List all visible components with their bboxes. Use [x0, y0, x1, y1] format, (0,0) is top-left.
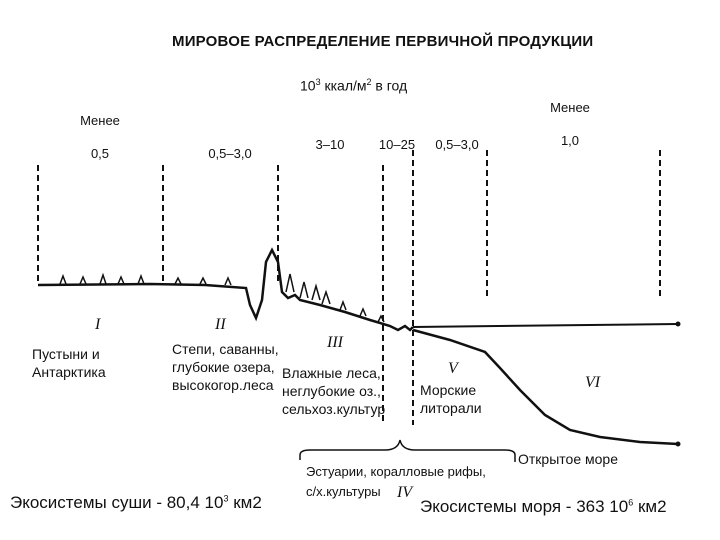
unit-exp2: 2 [366, 77, 372, 87]
region-4-description: Эстуарии, коралловые рифы, с/х.культуры [306, 464, 486, 499]
region-1-numeral: I [95, 316, 101, 333]
region-5-description: Морские литорали [420, 382, 482, 416]
region-2-description: Степи, саванны, глубокие озера, высокогор.леса [172, 341, 279, 393]
unit-base: 10 [300, 77, 316, 94]
zone-6-value: 1,0 [560, 133, 580, 148]
sea-summary-text: Экосистемы моря - 363 10 [420, 497, 629, 516]
region-2-numeral: II [215, 316, 226, 333]
sea-summary-exp: 6 [628, 497, 634, 508]
land-summary-text: Экосистемы суши - 80,4 10 [10, 493, 224, 512]
unit-tail: в год [371, 77, 408, 94]
zone-2-label: 0,5–3,0 [208, 146, 252, 161]
land-summary-unit: км2 [228, 493, 262, 512]
sea-surface-end [676, 322, 681, 327]
region-3-description: Влажные леса, неглубокие оз., сельхоз.культур [282, 365, 386, 417]
zone-3-label: 3–10 [315, 137, 345, 152]
zone-6-top: Менее [550, 100, 590, 115]
sea-floor-end [676, 442, 681, 447]
region-3-numeral: III [327, 334, 343, 351]
vegetation-marks [60, 274, 384, 322]
zone-1-value: 0,5 [90, 146, 110, 161]
zone-1-top: Менее [80, 113, 120, 128]
region-4-numeral: IV [397, 484, 413, 501]
land-ecosystems-summary [10, 493, 262, 513]
land-summary-exp: 3 [223, 493, 229, 504]
estuary-brace [300, 440, 515, 462]
unit-exp: 3 [315, 77, 321, 87]
region-6-description: Открытое море [518, 451, 618, 467]
zone-4-label: 10–25 [378, 137, 416, 152]
sea-surface-line [413, 324, 678, 327]
sea-ecosystems-summary [420, 497, 667, 517]
region-6-numeral: VI [585, 374, 601, 391]
zone-5-label: 0,5–3,0 [435, 137, 479, 152]
region-5-numeral: V [448, 360, 458, 377]
region-1-description: Пустыни и Антарктика [32, 346, 106, 380]
sea-summary-unit: км2 [633, 497, 667, 516]
diagram-title: МИРОВОЕ РАСПРЕДЕЛЕНИЕ ПЕРВИЧНОЙ ПРОДУКЦИИ [172, 33, 594, 50]
unit-mid: ккал/м [320, 77, 367, 94]
